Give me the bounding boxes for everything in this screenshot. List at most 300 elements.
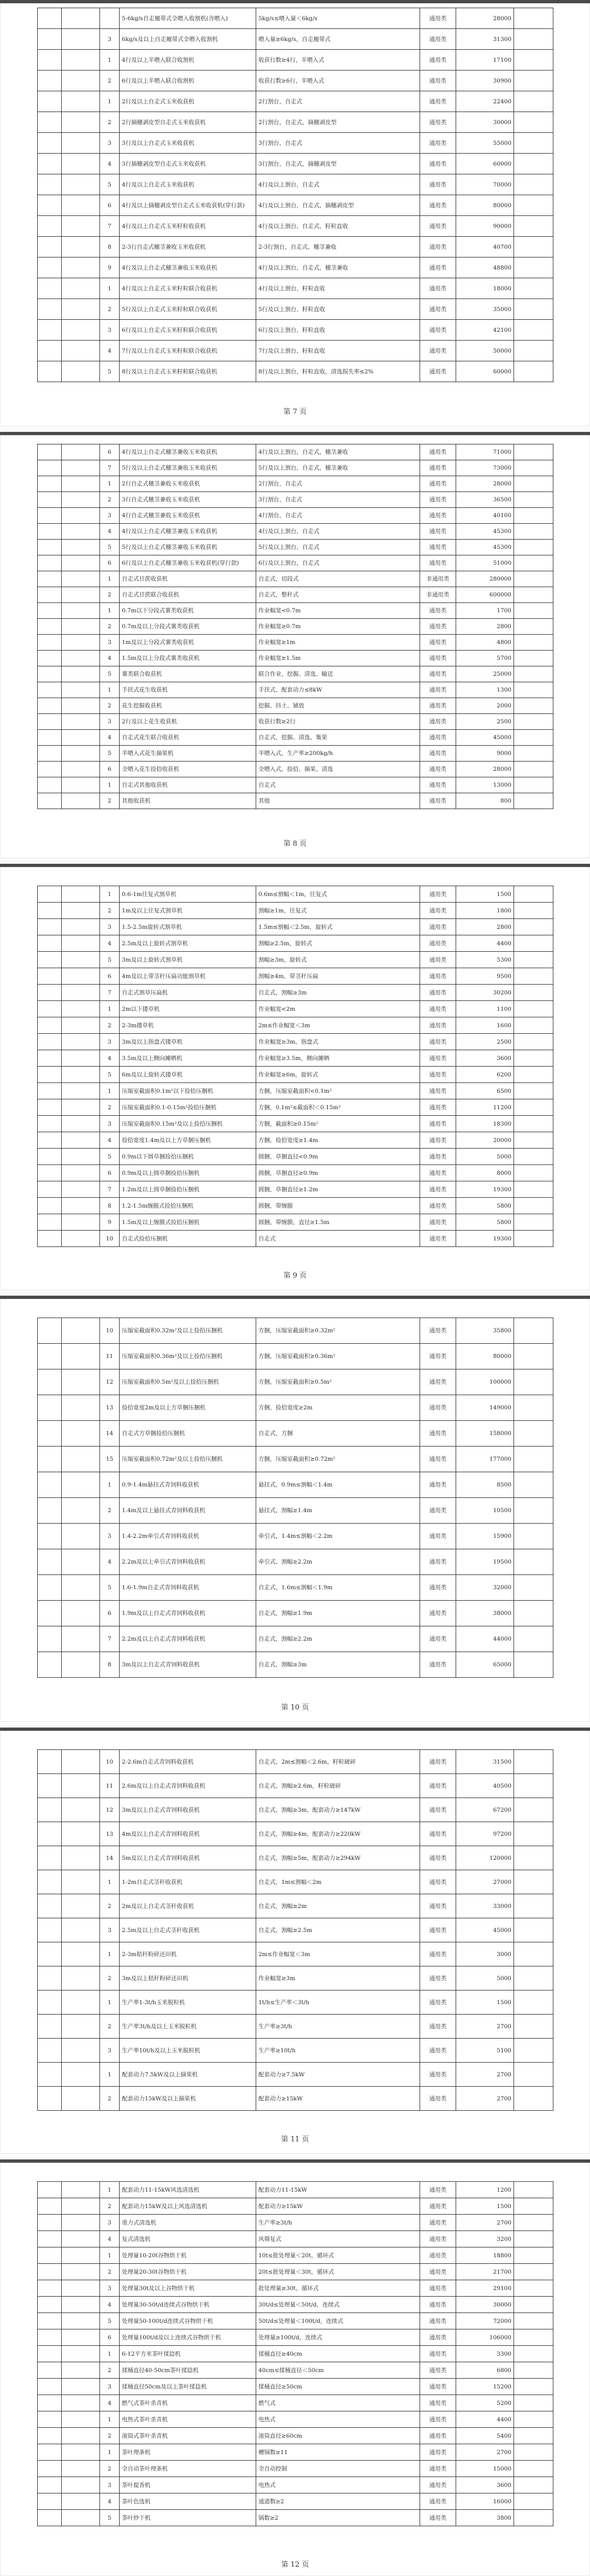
note-cell <box>514 1870 553 1894</box>
note-cell <box>514 278 553 299</box>
price-cell: 19300 <box>456 1181 514 1198</box>
price-cell: 5000 <box>456 1966 514 1990</box>
category-cell: 通用类 <box>420 2477 456 2493</box>
price-cell: 19300 <box>456 1231 514 1247</box>
note-cell <box>514 2198 553 2215</box>
category-cell <box>38 2039 62 2063</box>
item-name: 1.5-2.5m旋转式割草机 <box>120 919 256 935</box>
category-cell: 通用类 <box>420 1214 456 1231</box>
category-cell: 通用类 <box>420 1652 456 1678</box>
subcategory-cell <box>62 1017 100 1034</box>
category-cell: 通用类 <box>420 1942 456 1966</box>
table-row <box>38 460 553 476</box>
category-cell: 通用类 <box>420 2313 456 2329</box>
table-row <box>38 1846 553 1870</box>
price-cell: 1100 <box>456 1001 514 1017</box>
row-number: 4 <box>100 1050 120 1067</box>
table-row <box>38 112 553 133</box>
subcategory-cell <box>62 2379 100 2395</box>
subcategory-cell <box>62 1214 100 1231</box>
row-number: 1 <box>100 2444 120 2461</box>
category-cell: 通用类 <box>420 1626 456 1652</box>
table-row <box>38 1165 553 1181</box>
category-cell <box>38 299 62 320</box>
subcategory-cell <box>62 1149 100 1165</box>
category-cell: 通用类 <box>420 216 456 237</box>
category-cell: 通用类 <box>420 635 456 651</box>
category-cell <box>38 2087 62 2111</box>
note-cell <box>514 1116 553 1132</box>
row-number: 4 <box>100 1549 120 1575</box>
note-cell <box>514 524 553 540</box>
subcategory-cell <box>62 1549 100 1575</box>
note-cell <box>514 968 553 985</box>
category-cell: 通用类 <box>420 2015 456 2039</box>
item-name: 5-6kg/s自走履带式全喂入收割机(含喂入) <box>120 8 256 29</box>
subcategory-cell <box>62 635 100 651</box>
spec-text: 锅数≥2 <box>256 2510 420 2526</box>
category-cell <box>38 2346 62 2362</box>
category-cell <box>38 1421 62 1447</box>
price-cell: 5000 <box>456 1149 514 1165</box>
row-number: 1 <box>100 2247 120 2264</box>
item-name: 2行及以上自走式玉米收获机 <box>120 91 256 112</box>
spec-text: 生产率≥10t/h <box>256 2039 420 2063</box>
spec-text: 配套动力≥15kW <box>256 2198 420 2215</box>
category-cell: 通用类 <box>420 29 456 50</box>
table-row <box>38 1369 553 1395</box>
row-number: 3 <box>100 2477 120 2493</box>
price-cell: 55000 <box>456 133 514 154</box>
row-number: 2 <box>100 587 120 603</box>
item-name: 1.4-2.2m牵引式青饲料收获机 <box>120 1524 256 1549</box>
price-cell: 15900 <box>456 1524 514 1549</box>
price-cell: 28000 <box>456 476 514 492</box>
subcategory-cell <box>62 1575 100 1601</box>
table-row <box>38 952 553 968</box>
row-number: 6 <box>100 1601 120 1626</box>
item-name: 1.4m及以上悬挂式青饲料收获机 <box>120 1498 256 1524</box>
table-row <box>38 1050 553 1067</box>
spec-text: 方捆，压缩室截面积≥0.36m² <box>256 1344 420 1369</box>
row-number <box>100 8 120 29</box>
price-cell: 72000 <box>456 2313 514 2329</box>
price-cell: 1800 <box>456 903 514 919</box>
document-page <box>0 864 590 1290</box>
spec-text: 50t/d≤处理量＜100t/d，连续式 <box>256 2313 420 2329</box>
price-cell: 158000 <box>456 1421 514 1447</box>
category-cell <box>38 1231 62 1247</box>
table-row <box>38 1099 553 1116</box>
note-cell <box>514 460 553 476</box>
category-cell: 通用类 <box>420 2395 456 2411</box>
subcategory-cell <box>62 1231 100 1247</box>
price-cell: 8000 <box>456 1165 514 1181</box>
table-row <box>38 603 553 619</box>
row-number: 8 <box>100 1652 120 1678</box>
price-cell: 16000 <box>456 2493 514 2510</box>
item-name: 2m以下搂草机 <box>120 1001 256 1017</box>
spec-text: 自走式 <box>256 777 420 793</box>
row-number: 7 <box>100 1626 120 1652</box>
price-cell: 51000 <box>456 555 514 571</box>
price-cell: 5700 <box>456 651 514 666</box>
price-cell: 17100 <box>456 50 514 71</box>
category-cell: 通用类 <box>420 2379 456 2395</box>
price-cell: 1600 <box>456 1017 514 1034</box>
table-row <box>38 1395 553 1421</box>
category-cell <box>38 2231 62 2247</box>
row-number: 4 <box>100 935 120 952</box>
category-cell: 通用类 <box>420 540 456 555</box>
row-number: 2 <box>100 1894 120 1918</box>
subcategory-cell <box>62 603 100 619</box>
row-number: 4 <box>100 730 120 746</box>
price-cell: 18800 <box>456 2247 514 2264</box>
spec-text: 电热式 <box>256 2411 420 2428</box>
subcategory-cell <box>62 1524 100 1549</box>
subcategory-cell <box>62 508 100 524</box>
price-cell: 2700 <box>456 2063 514 2087</box>
table-row <box>38 2510 553 2526</box>
table-row <box>38 968 553 985</box>
spec-text: 配套动力≥7.5kW <box>256 2063 420 2087</box>
note-cell <box>514 71 553 91</box>
category-cell <box>38 2247 62 2264</box>
spec-text: 作业幅宽≥3m，指盘式 <box>256 1034 420 1050</box>
note-cell <box>514 1447 553 1472</box>
category-cell: 通用类 <box>420 2215 456 2231</box>
subcategory-cell <box>62 1942 100 1966</box>
note-cell <box>514 746 553 762</box>
item-name: 半喂入式花生摘果机 <box>120 746 256 762</box>
category-cell <box>38 2297 62 2313</box>
table-row <box>38 1344 553 1369</box>
item-name: 4行及以上自走式穗茎兼收玉米收获机 <box>120 444 256 460</box>
item-name: 压缩室截面积0.1m²以下捡拾压捆机 <box>120 1083 256 1099</box>
category-cell: 通用类 <box>420 1149 456 1165</box>
item-name: 3行摘穗剥皮型自走式玉米收获机 <box>120 154 256 174</box>
subcategory-cell <box>62 1498 100 1524</box>
spec-text: 割幅≥4m，带茎秆压扁 <box>256 968 420 985</box>
category-cell: 通用类 <box>420 2280 456 2297</box>
note-cell <box>514 603 553 619</box>
spec-text: 处理量≥100t/d，连续式 <box>256 2329 420 2346</box>
spec-text: 滚筒直径≥60cm <box>256 2428 420 2444</box>
row-number: 9 <box>100 257 120 278</box>
item-name: 3m及以上自走式青饲料收获机 <box>120 1652 256 1678</box>
price-cell: 38000 <box>456 1601 514 1626</box>
spec-text: 0.6m≤割幅＜1m，往复式 <box>256 886 420 903</box>
subcategory-cell <box>62 2313 100 2329</box>
item-name: 0.9-1.4m悬挂式青饲料收获机 <box>120 1472 256 1498</box>
note-cell <box>514 112 553 133</box>
table-row <box>38 2231 553 2247</box>
item-name: 压缩室截面积0.5m²及以上捡拾压捆机 <box>120 1369 256 1395</box>
row-number: 2 <box>100 2362 120 2379</box>
table-row <box>38 1601 553 1626</box>
category-cell <box>38 216 62 237</box>
item-name: 1.2-1.5m缠膜式捡拾压捆机 <box>120 1198 256 1214</box>
row-number: 1 <box>100 1990 120 2015</box>
price-cell: 2800 <box>456 619 514 635</box>
category-cell: 通用类 <box>420 2493 456 2510</box>
spec-text: 自走式，割幅≥3m，配套动力≥147kW <box>256 1798 420 1822</box>
subcategory-cell <box>62 2039 100 2063</box>
price-cell: 3600 <box>456 1050 514 1067</box>
category-cell <box>38 2477 62 2493</box>
subcategory-cell <box>62 2477 100 2493</box>
category-cell: 通用类 <box>420 2039 456 2063</box>
note-cell <box>514 1652 553 1678</box>
category-cell <box>38 682 62 698</box>
category-cell <box>38 540 62 555</box>
spec-text: 圆捆，带缠膜 <box>256 1198 420 1214</box>
note-cell <box>514 793 553 809</box>
category-cell <box>38 1017 62 1034</box>
category-cell: 通用类 <box>420 1472 456 1498</box>
category-cell: 通用类 <box>420 1083 456 1099</box>
row-number: 5 <box>100 540 120 555</box>
spec-text: 方捆，压缩室截面积<0.1m² <box>256 1083 420 1099</box>
subcategory-cell <box>62 320 100 341</box>
price-cell: 5100 <box>456 2039 514 2063</box>
category-cell: 通用类 <box>420 508 456 524</box>
category-cell <box>38 1942 62 1966</box>
category-cell <box>38 1652 62 1678</box>
category-cell: 通用类 <box>420 1601 456 1626</box>
category-cell <box>38 195 62 216</box>
item-name: 复式清选机 <box>120 2231 256 2247</box>
category-cell: 通用类 <box>420 1344 456 1369</box>
note-cell <box>514 1846 553 1870</box>
table-row <box>38 1498 553 1524</box>
spec-text: 收获行数≥4行，半喂入式 <box>256 50 420 71</box>
note-cell <box>514 762 553 777</box>
category-cell <box>38 587 62 603</box>
row-number: 1 <box>100 603 120 619</box>
subcategory-cell <box>62 2215 100 2231</box>
note-cell <box>514 1472 553 1498</box>
table-row <box>38 2015 553 2039</box>
item-name: 2.2m及以上牵引式青饲料收获机 <box>120 1549 256 1575</box>
subcategory-cell <box>62 682 100 698</box>
category-cell: 通用类 <box>420 730 456 746</box>
row-number: 4 <box>100 2395 120 2411</box>
category-cell: 通用类 <box>420 1231 456 1247</box>
row-number: 11 <box>100 1774 120 1798</box>
subcategory-cell <box>62 1626 100 1652</box>
subcategory-cell <box>62 50 100 71</box>
price-cell: 4400 <box>456 2411 514 2428</box>
row-number: 5 <box>100 1149 120 1165</box>
note-cell <box>514 1034 553 1050</box>
category-cell <box>38 952 62 968</box>
note-cell <box>514 2379 553 2395</box>
note-cell <box>514 2215 553 2231</box>
category-cell <box>38 985 62 1001</box>
table-row <box>38 524 553 540</box>
document-page <box>0 1728 590 2154</box>
table-row <box>38 2346 553 2362</box>
category-cell: 通用类 <box>420 666 456 682</box>
subcategory-cell <box>62 1369 100 1395</box>
category-cell: 通用类 <box>420 1067 456 1083</box>
spec-text: 5行及以上割台，籽粒直收 <box>256 299 420 320</box>
price-cell: 80000 <box>456 1344 514 1369</box>
table-row <box>38 195 553 216</box>
row-number: 2 <box>100 1498 120 1524</box>
row-number: 2 <box>100 2461 120 2477</box>
price-cell: 25000 <box>456 666 514 682</box>
price-cell: 149000 <box>456 1395 514 1421</box>
category-cell <box>38 1149 62 1165</box>
subcategory-cell <box>62 1116 100 1132</box>
category-cell <box>38 1034 62 1050</box>
table-row <box>38 2411 553 2428</box>
category-cell: 通用类 <box>420 2198 456 2215</box>
price-cell: 106000 <box>456 2329 514 2346</box>
price-cell: 3000 <box>456 1942 514 1966</box>
price-cell: 30000 <box>456 112 514 133</box>
item-name: 重力式清选机 <box>120 2215 256 2231</box>
price-cell: 6500 <box>456 1083 514 1099</box>
row-number: 4 <box>100 341 120 361</box>
category-cell <box>38 1822 62 1846</box>
category-cell <box>38 2411 62 2428</box>
table-row <box>38 174 553 195</box>
category-cell <box>38 1083 62 1099</box>
spec-text: 2m≤作业幅宽＜3m <box>256 1942 420 1966</box>
subcategory-cell <box>62 8 100 29</box>
table-row <box>38 762 553 777</box>
subcategory-cell <box>62 746 100 762</box>
row-number: 13 <box>100 1822 120 1846</box>
category-cell <box>38 320 62 341</box>
item-name: 2.6m及以上自走式青饲料收获机 <box>120 1774 256 1798</box>
item-name: 2-3m搂草机 <box>120 1017 256 1034</box>
subcategory-cell <box>62 2280 100 2297</box>
category-cell: 通用类 <box>420 968 456 985</box>
price-cell: 8500 <box>456 1472 514 1498</box>
row-number: 7 <box>100 1181 120 1198</box>
note-cell <box>514 1750 553 1774</box>
page-top-rule <box>0 2159 590 2163</box>
table-row <box>38 666 553 682</box>
row-number: 6 <box>100 762 120 777</box>
price-cell: 44000 <box>456 1626 514 1652</box>
category-cell: 通用类 <box>420 2428 456 2444</box>
subcategory-cell <box>62 619 100 635</box>
row-number: 6 <box>100 1165 120 1181</box>
price-cell: 3600 <box>456 2477 514 2493</box>
subcategory-cell <box>62 587 100 603</box>
item-name: 2-2.6m自走式青饲料收获机 <box>120 1750 256 1774</box>
subcategory-cell <box>62 1165 100 1181</box>
item-name: 手扶式花生收获机 <box>120 682 256 698</box>
spec-text: 自走式 <box>256 1231 420 1247</box>
subcategory-cell <box>62 1798 100 1822</box>
spec-text: 牵引式，割幅≥2.2m <box>256 1549 420 1575</box>
item-name: 6m及以上旋转式搂草机 <box>120 1067 256 1083</box>
subcategory-cell <box>62 2247 100 2264</box>
category-cell <box>38 2493 62 2510</box>
category-cell: 通用类 <box>420 444 456 460</box>
category-cell <box>38 1116 62 1132</box>
category-cell: 通用类 <box>420 2346 456 2362</box>
category-cell: 通用类 <box>420 1966 456 1990</box>
spec-text: 30t/d≤处理量＜50t/d，连续式 <box>256 2297 420 2313</box>
category-cell: 通用类 <box>420 237 456 257</box>
table-row <box>38 1447 553 1472</box>
category-cell: 通用类 <box>420 91 456 112</box>
note-cell <box>514 2015 553 2039</box>
subcategory-cell <box>62 555 100 571</box>
note-cell <box>514 1198 553 1214</box>
subcategory-cell <box>62 2428 100 2444</box>
item-name: 0.7m以下分段式薯类收获机 <box>120 603 256 619</box>
spec-text: 手扶式，配套动力≤8kW <box>256 682 420 698</box>
category-cell: 通用类 <box>420 2264 456 2280</box>
category-cell <box>38 1846 62 1870</box>
spec-text: 方捆，0.1m²≤截面积＜0.15m² <box>256 1099 420 1116</box>
spec-text: 自走式，1.6m≤割幅＜1.9m <box>256 1575 420 1601</box>
price-cell: 6800 <box>456 2362 514 2379</box>
subcategory-cell <box>62 1894 100 1918</box>
category-cell <box>38 666 62 682</box>
spec-text: 8行及以上割台，籽粒直收，清选损失率≤2% <box>256 361 420 382</box>
subcategory-cell <box>62 1198 100 1214</box>
category-cell: 通用类 <box>420 886 456 903</box>
category-cell: 通用类 <box>420 476 456 492</box>
category-cell: 通用类 <box>420 2329 456 2346</box>
category-cell: 通用类 <box>420 341 456 361</box>
row-number: 4 <box>100 2297 120 2313</box>
item-name: 3行自走式穗茎兼收玉米收获机 <box>120 492 256 508</box>
item-name: 生产率1-3t/h玉米脱粒机 <box>120 1990 256 2015</box>
category-cell <box>38 2198 62 2215</box>
row-number: 3 <box>100 2379 120 2395</box>
price-cell: 45000 <box>456 730 514 746</box>
category-cell <box>38 1050 62 1067</box>
row-number: 2 <box>100 2264 120 2280</box>
category-cell: 通用类 <box>420 619 456 635</box>
price-cell: 100000 <box>456 1369 514 1395</box>
subcategory-cell <box>62 2231 100 2247</box>
table-row <box>38 299 553 320</box>
category-cell <box>38 1575 62 1601</box>
subcategory-cell <box>62 985 100 1001</box>
category-cell: 通用类 <box>420 460 456 476</box>
item-name: 4行及以上自走式玉米收获机 <box>120 174 256 195</box>
category-cell: 通用类 <box>420 1447 456 1472</box>
item-name: 6kg/s及以上自走履带式全喂入收割机 <box>120 29 256 50</box>
table-row <box>38 2297 553 2313</box>
category-cell <box>38 1626 62 1652</box>
subcategory-cell <box>62 278 100 299</box>
category-cell <box>38 793 62 809</box>
category-cell: 通用类 <box>420 2510 456 2526</box>
row-number: 12 <box>100 1798 120 1822</box>
note-cell <box>514 2477 553 2493</box>
price-cell: 15000 <box>456 2461 514 2477</box>
category-cell: 通用类 <box>420 1099 456 1116</box>
note-cell <box>514 1132 553 1149</box>
item-name: 6-12平方米茶叶揉捻机 <box>120 2346 256 2362</box>
category-cell <box>38 508 62 524</box>
price-cell: 1500 <box>456 886 514 903</box>
row-number: 4 <box>100 2493 120 2510</box>
